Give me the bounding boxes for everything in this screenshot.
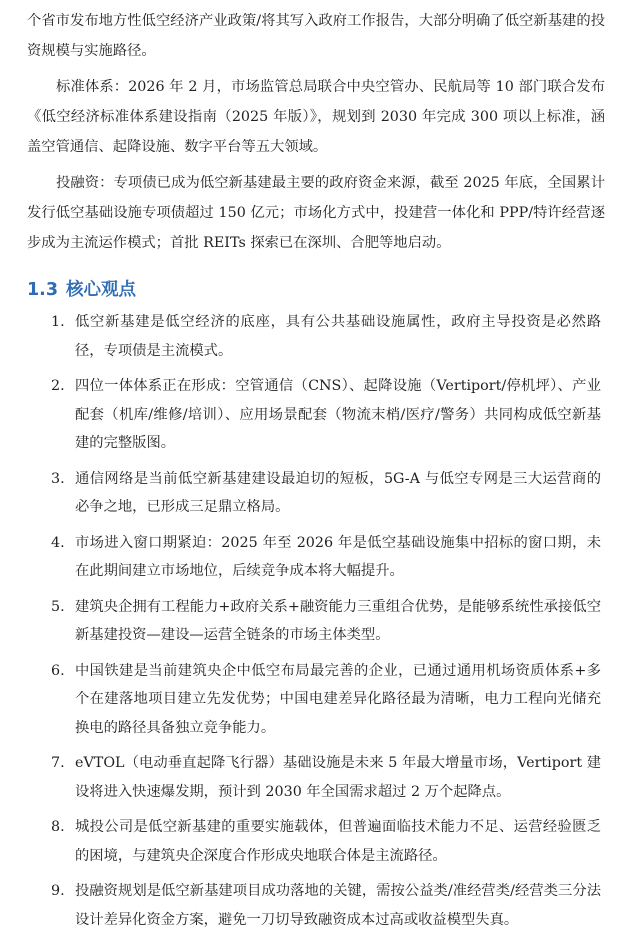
list-item	[27, 657, 605, 743]
section-number: 1.3	[27, 280, 59, 300]
core-points-list	[27, 308, 605, 934]
list-item	[27, 593, 605, 650]
list-item-number: 7.	[51, 755, 65, 771]
standards-paragraph: 标准体系：2026 年 2 月，市场监管总局联合中央空管办、民航局等 10 部门联合发布《低空经济标准体系建设指南（2025 年版）》，规划到 2030 年完成 300 项以上标准，涵盖空管通信、起降设施、数字平台等五大领域。	[27, 79, 605, 155]
section-heading	[27, 276, 605, 304]
list-item-text: 低空新基建是低空经济的底座，具有公共基础设施属性，政府主导投资是必然路径，专项债是主流模式。	[75, 314, 601, 359]
list-item-number: 1.	[51, 314, 65, 330]
list-item-number: 4.	[51, 534, 65, 551]
list-item-text: 城投公司是低空新基建的重要实施载体，但普遍面临技术能力不足、运营经验匮乏的困境，与建筑央企深度合作形成央地联合体是主流路径。	[75, 819, 601, 864]
list-item-text: 四位一体体系正在形成：空管通信（CNS）、起降设施（Vertiport/停机坪）、产业配套（机库/维修/培训）、应用场景配套（物流末梢/医疗/警务）共同构成低空新基建的完整版图。	[75, 378, 601, 451]
intro-paragraph-continued: 个省市发布地方性低空经济产业政策/将其写入政府工作报告，大部分明确了低空新基建的投资规模与实施路径。	[27, 13, 605, 59]
list-item	[27, 465, 605, 522]
list-item-text: 中国铁建是当前建筑央企中低空布局最完善的企业，已通过通用机场资质体系+多个在建落地项目建立先发优势；中国电建差异化路径最为清晰，电力工程向光储充换电的路径具备独立竞争能力。	[75, 662, 601, 736]
list-item	[27, 877, 605, 934]
list-item-number: 6.	[51, 662, 65, 679]
list-item-number: 5.	[51, 598, 65, 615]
list-item	[27, 813, 605, 870]
list-item-text: 投融资规划是低空新基建项目成功落地的关键，需按公益类/准经营类/经营类三分法设计差异化资金方案，避免一刀切导致融资成本过高或收益模型失真。	[75, 883, 601, 928]
list-item	[27, 749, 605, 806]
list-item-text: 通信网络是当前低空新基建建设最迫切的短板，5G-A 与低空专网是三大运营商的必争之地，已形成三足鼎立格局。	[75, 470, 601, 515]
list-item	[27, 529, 605, 586]
list-item-text: eVTOL（电动垂直起降飞行器）基础设施是未来 5 年最大增量市场，Vertiport 建设将进入快速爆发期，预计到 2030 年全国需求超过 2 万个起降点。	[75, 755, 601, 800]
financing-paragraph: 投融资：专项债已成为低空新基建最主要的政府资金来源，截至 2025 年底，全国累计发行低空基础设施专项债超过 150 亿元；市场化方式中，投建营一体化和 PPP/特许经营逐步成为主流运作模式；首批 REITs 探索已在深圳、合肥等地启动。	[27, 175, 605, 251]
list-item-number: 9.	[51, 883, 65, 899]
list-item-number: 2.	[51, 378, 65, 394]
list-item-number: 3.	[51, 470, 65, 487]
list-item	[27, 308, 605, 365]
list-item-text: 市场进入窗口期紧迫：2025 年至 2026 年是低空基础设施集中招标的窗口期，未在此期间建立市场地位，后续竞争成本将大幅提升。	[75, 534, 601, 579]
list-item	[27, 372, 605, 458]
section-title: 核心观点	[66, 280, 137, 300]
list-item-number: 8.	[51, 819, 65, 835]
list-item-text: 建筑央企拥有工程能力+政府关系+融资能力三重组合优势，是能够系统性承接低空新基建投资—建设—运营全链条的市场主体类型。	[75, 598, 601, 643]
